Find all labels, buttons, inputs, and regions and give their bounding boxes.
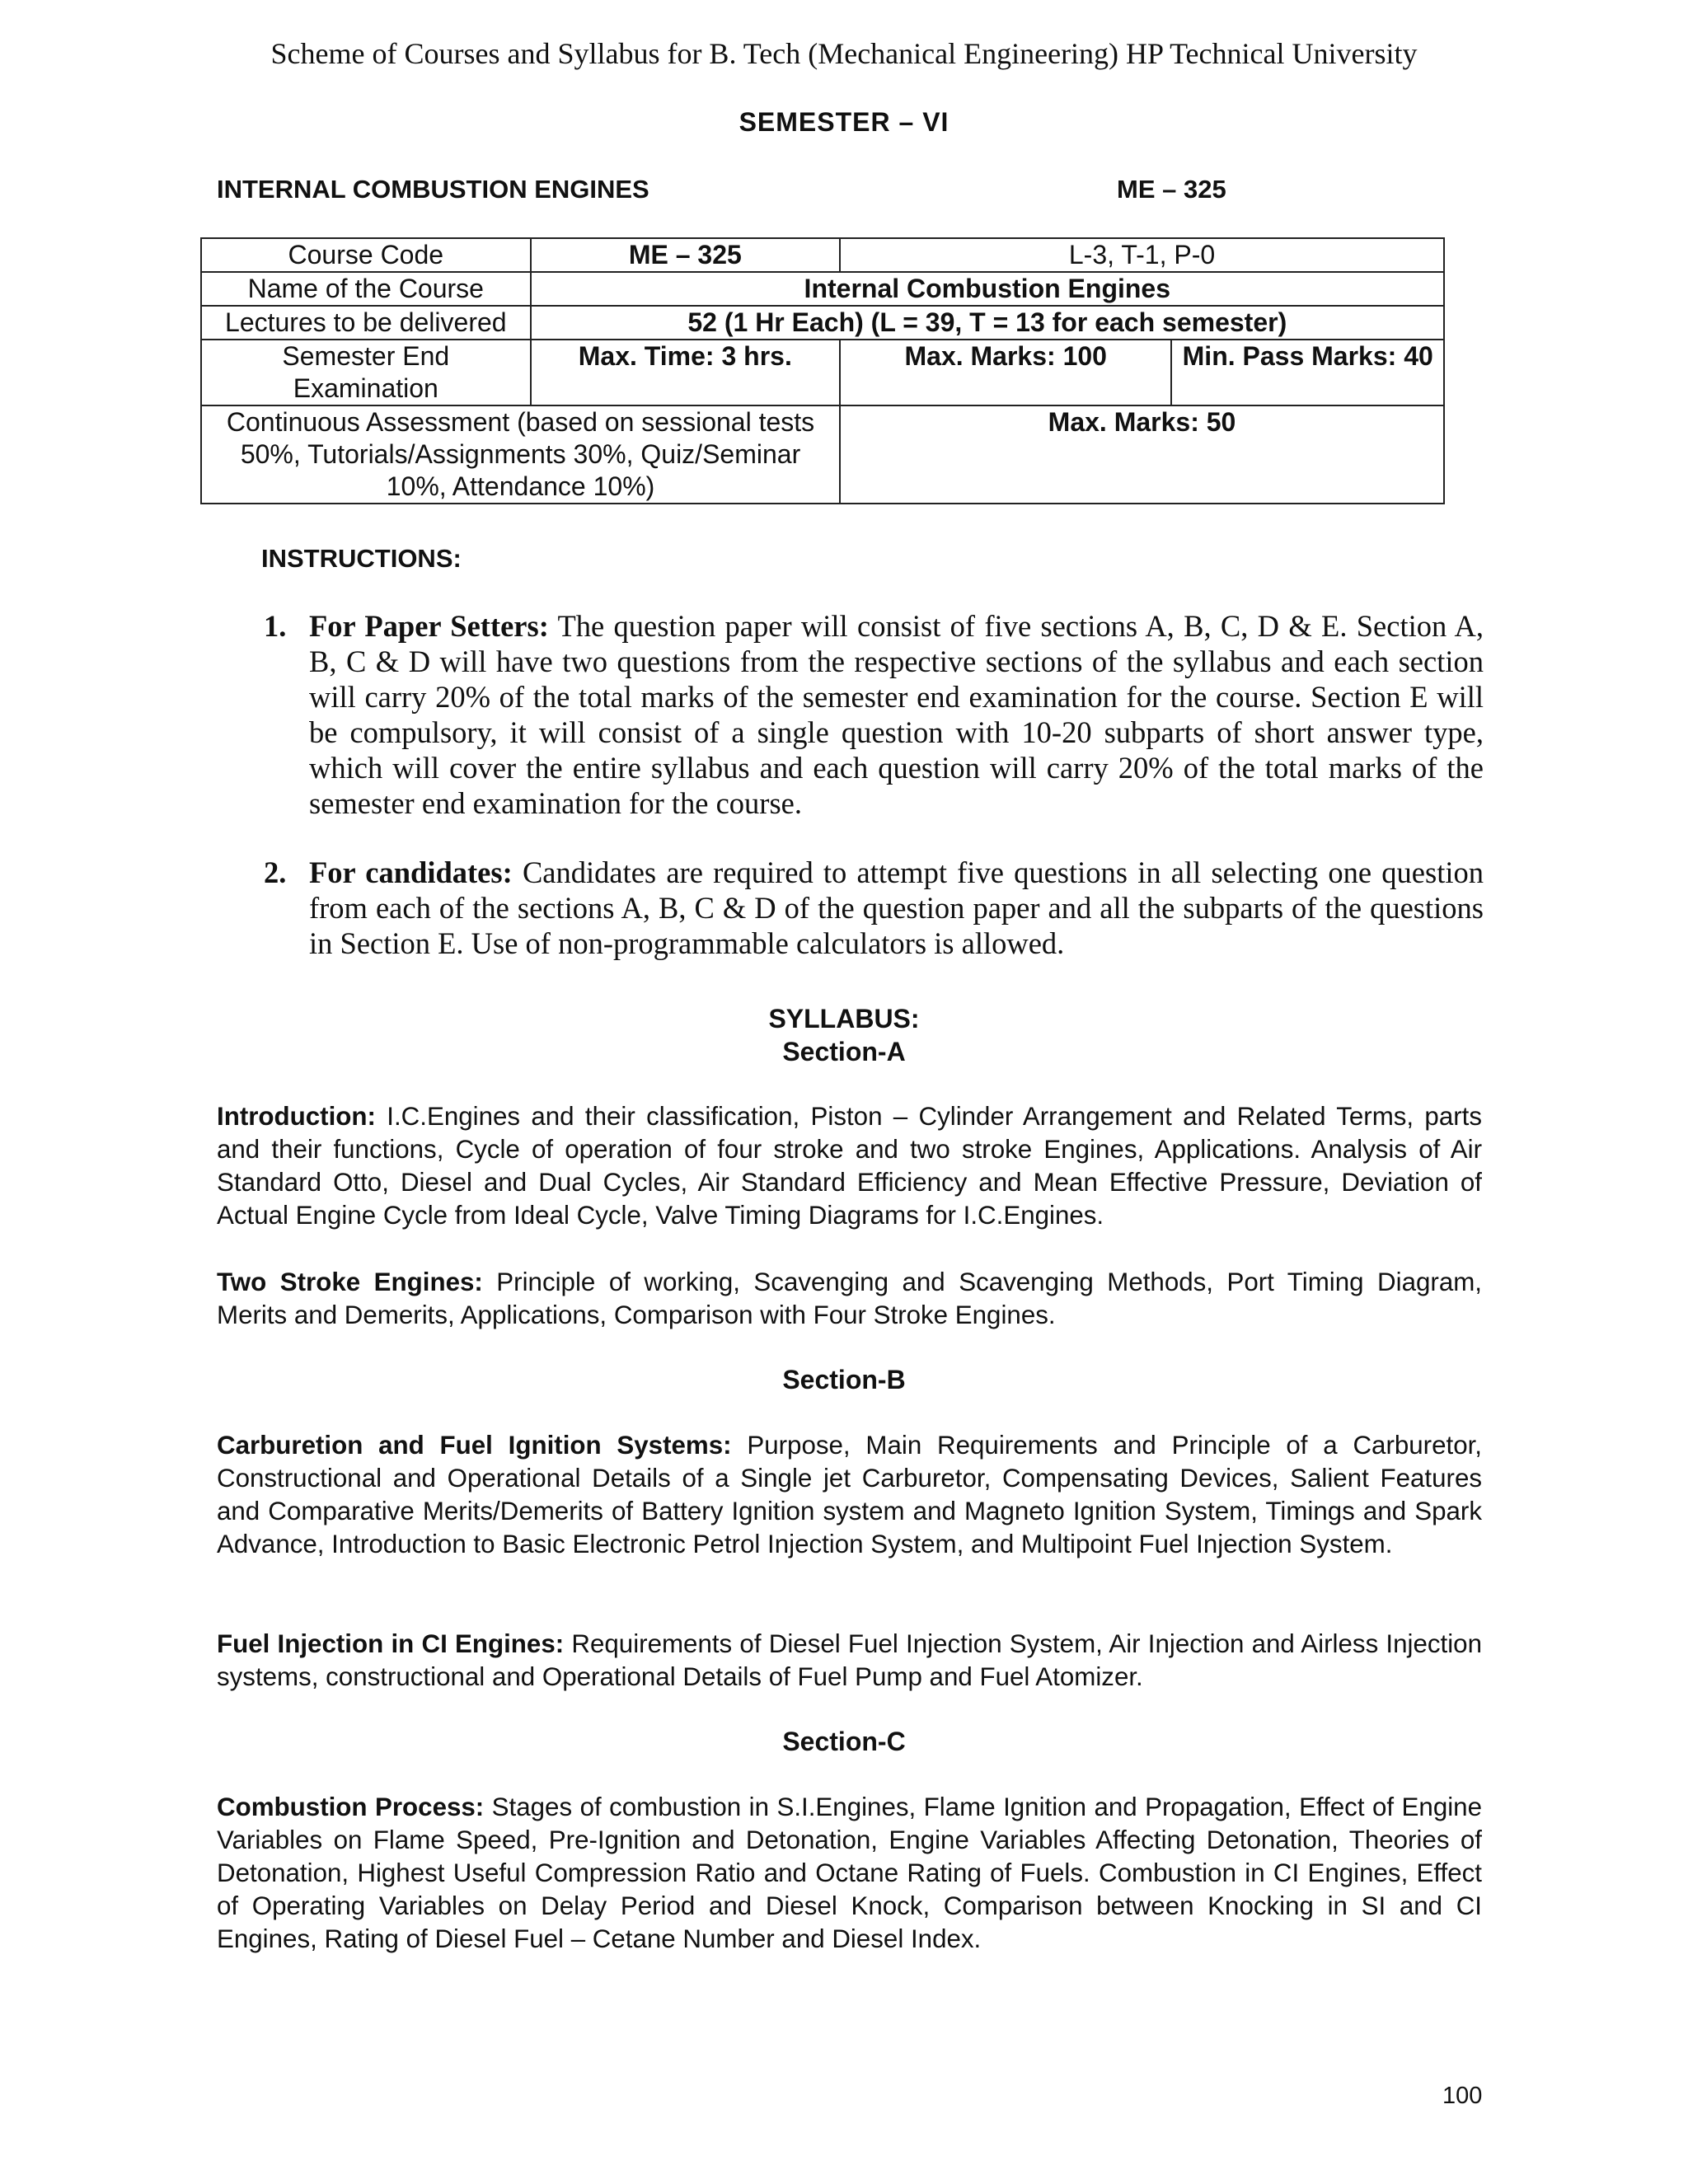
syllabus-heading: SYLLABUS:	[768, 1004, 920, 1033]
semester-heading: SEMESTER – VI	[738, 107, 950, 137]
table-row	[201, 306, 1444, 340]
course-code: ME – 325	[1117, 175, 1226, 204]
instruction-item	[264, 855, 1484, 961]
topic-lead: Combustion Process:	[217, 1793, 485, 1821]
table-cell-label: Course Code	[201, 238, 531, 272]
topic-lead: Introduction:	[217, 1102, 376, 1131]
instruction-text: The question paper will consist of five sections A, B, C, D & E. Section A, B, C & D will have two questions from the respective sections of the syllabus and each section will carry 20% of the total marks of the semester end examination for the course. Section E will be compulsory, it will consist of a single question with 10-20 subparts of short answer type, which will cover the entire syllabus and each question will carry 20% of the total marks of the semester end examination for the course.	[309, 609, 1484, 820]
section-a-heading: Section-A	[782, 1037, 906, 1066]
table-cell-min-pass: Min. Pass Marks: 40	[1171, 340, 1444, 405]
table-cell-code: ME – 325	[531, 238, 840, 272]
document-header: Scheme of Courses and Syllabus for B. Tech (Mechanical Engineering) HP Technical University	[270, 37, 1418, 70]
table-row	[201, 238, 1444, 272]
instruction-lead: For candidates:	[309, 855, 513, 889]
section-b-carburetion	[217, 1429, 1482, 1561]
table-cell-max-marks: Max. Marks: 100	[840, 340, 1171, 405]
topic-lead: Carburetion and Fuel Ignition Systems:	[217, 1431, 732, 1460]
course-title: INTERNAL COMBUSTION ENGINES	[217, 175, 649, 204]
table-cell-lectures: 52 (1 Hr Each) (L = 39, T = 13 for each semester)	[531, 306, 1444, 340]
topic-lead: Two Stroke Engines:	[217, 1268, 483, 1296]
section-a-two-stroke	[217, 1266, 1482, 1332]
section-a-introduction	[217, 1100, 1482, 1232]
table-cell-label: Semester End Examination	[201, 340, 531, 405]
table-cell-max-time: Max. Time: 3 hrs.	[531, 340, 840, 405]
section-b-fuel-injection	[217, 1628, 1482, 1694]
section-b-heading: Section-B	[782, 1365, 906, 1394]
topic-lead: Fuel Injection in CI Engines:	[217, 1629, 565, 1658]
table-row	[201, 405, 1444, 504]
topic-text: Requirements of Diesel Fuel Injection System, Air Injection and Airless Injection systems, constructional and Operational Details of Fuel Pump and Fuel Atomizer.	[217, 1629, 1482, 1691]
instruction-item	[264, 608, 1484, 821]
instruction-number: 2.	[264, 855, 287, 889]
instruction-text: Candidates are required to attempt five questions in all selecting one question from each of the sections A, B, C & D of the question paper and all the subparts of the questions in Section E. Use of non-programmable calculators is allowed.	[309, 855, 1484, 960]
topic-text: Principle of working, Scavenging and Scavenging Methods, Port Timing Diagram, Merits and Demerits, Applications, Comparison with Four Stroke Engines.	[217, 1268, 1482, 1329]
table-cell-label: Continuous Assessment (based on sessional tests 50%, Tutorials/Assignments 30%, Quiz/Seminar 10%, Attendance 10%)	[201, 405, 840, 504]
topic-text: Stages of combustion in S.I.Engines, Flame Ignition and Propagation, Effect of Engine Variables on Flame Speed, Pre-Ignition and Detonation, Engine Variables Affecting Detonation, Theories of Detonation, Highest Useful Compression Ratio and Octane Rating of Fuels. Combustion in CI Engines, Effect of Operating Variables on Delay Period and Diesel Knock, Comparison between Knocking in SI and CI Engines, Rating of Diesel Fuel – Cetane Number and Diesel Index.	[217, 1793, 1482, 1953]
section-c-combustion	[217, 1791, 1482, 1956]
table-cell-course-name: Internal Combustion Engines	[531, 272, 1444, 306]
instruction-number: 1.	[264, 609, 287, 643]
table-cell-label: Name of the Course	[201, 272, 531, 306]
topic-text: I.C.Engines and their classification, Piston – Cylinder Arrangement and Related Terms, parts and their functions, Cycle of operation of four stroke and two stroke Engines, Applications. Analysis of Air Standard Otto, Diesel and Dual Cycles, Air Standard Efficiency and Mean Effective Pressure, Deviation of Actual Engine Cycle from Ideal Cycle, Valve Timing Diagrams for I.C.Engines.	[217, 1102, 1482, 1230]
page-number: 100	[1442, 2083, 1483, 2109]
table-cell-label: Lectures to be delivered	[201, 306, 531, 340]
table-cell-ltp: L-3, T-1, P-0	[840, 238, 1444, 272]
table-row	[201, 340, 1444, 405]
course-info-table	[200, 237, 1445, 504]
table-cell-assessment-marks: Max. Marks: 50	[840, 405, 1444, 504]
instructions-heading: INSTRUCTIONS:	[261, 544, 462, 573]
section-c-heading: Section-C	[782, 1727, 906, 1756]
topic-text: Purpose, Main Requirements and Principle of a Carburetor, Constructional and Operational Details of a Single jet Carburetor, Compensating Devices, Salient Features and Comparative Merits/Demerits of Battery Ignition system and Magneto Ignition System, Timings and Spark Advance, Introduction to Basic Electronic Petrol Injection System, and Multipoint Fuel Injection System.	[217, 1431, 1482, 1558]
table-row	[201, 272, 1444, 306]
instruction-lead: For Paper Setters:	[309, 609, 549, 643]
